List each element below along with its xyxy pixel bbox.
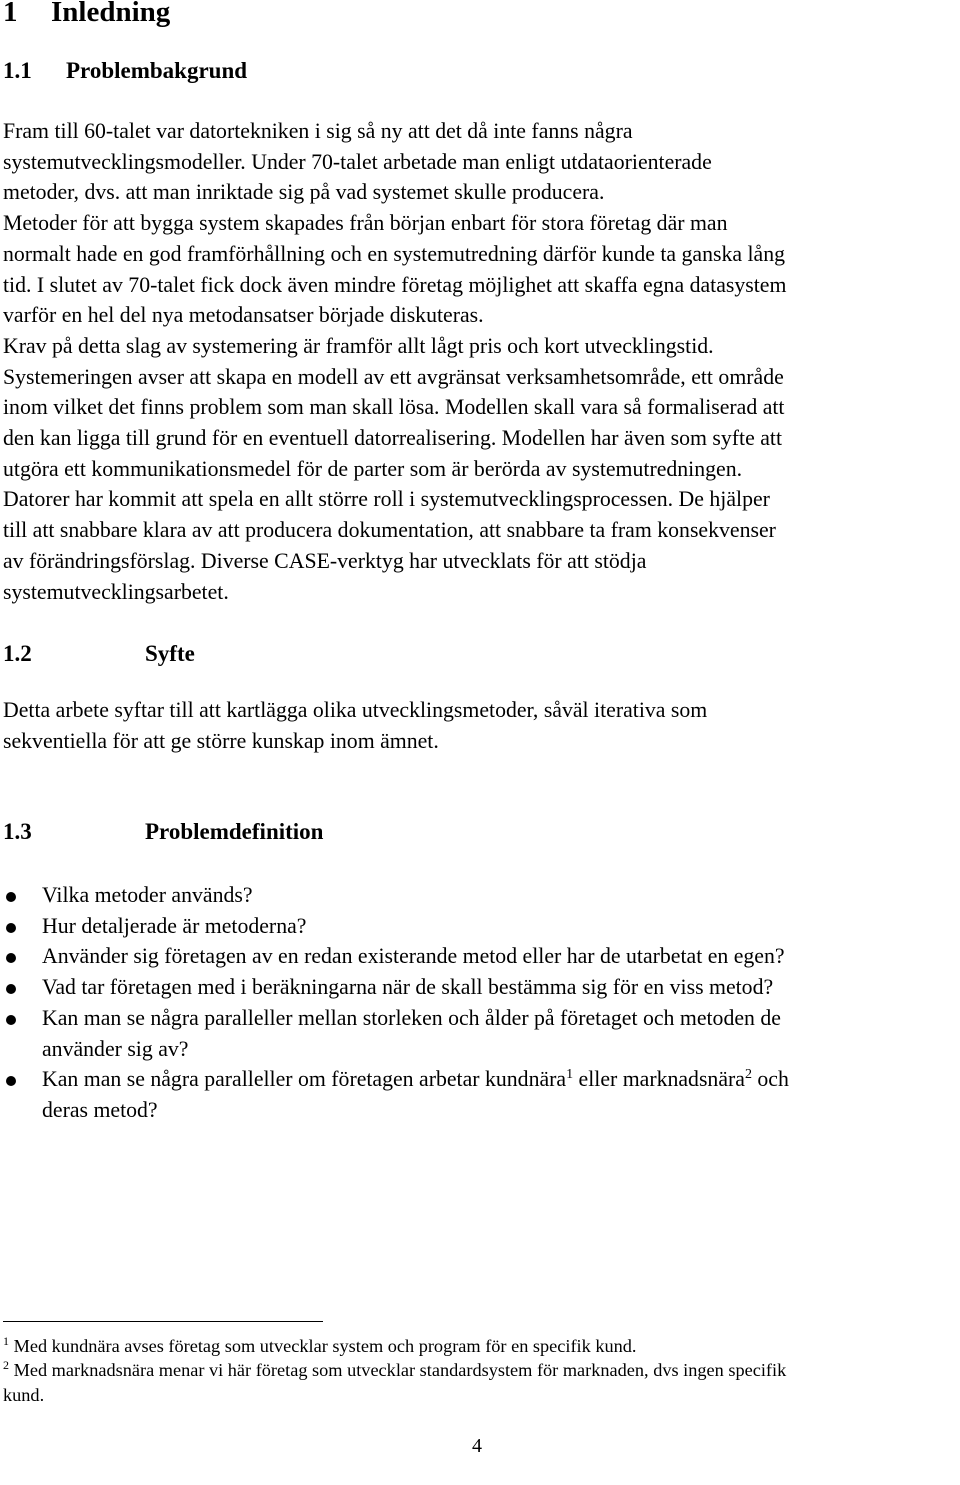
list-item-text-part: eller marknadsnära bbox=[573, 1067, 745, 1092]
text-line: utgöra ett kommunikationsmedel för de parter som är berörda av systemutredningen. bbox=[3, 456, 743, 481]
list-item-text: Använder sig företagen av en redan existerande metod eller har de utarbetat en egen? bbox=[42, 944, 785, 969]
list-item-text bbox=[42, 1064, 960, 1095]
text-line: sekventiella för att ge större kunskap inom ämnet. bbox=[3, 728, 439, 753]
text-line: tid. I slutet av 70-talet fick dock även mindre företag möjlighet att skaffa egna datasystem bbox=[3, 272, 787, 297]
list-item-text: Hur detaljerade är metoderna? bbox=[42, 913, 307, 938]
bullet-icon bbox=[6, 1076, 16, 1086]
chapter-heading bbox=[3, 0, 170, 32]
section-number: 1.3 bbox=[3, 819, 32, 844]
text-line: metoder, dvs. att man inriktade sig på vad systemet skulle producera. bbox=[3, 180, 605, 205]
list-item bbox=[0, 880, 960, 911]
list-item-text-part: Kan man se några paralleller om företagen arbetar kundnära bbox=[42, 1067, 567, 1092]
text-line: av förändringsförslag. Diverse CASE-verktyg har utvecklats för att stödja bbox=[3, 548, 647, 573]
section-title: Problembakgrund bbox=[66, 58, 248, 83]
list-item bbox=[0, 911, 960, 942]
text-line: Detta arbete syftar till att kartlägga olika utvecklingsmetoder, såväl iterativa som bbox=[3, 698, 708, 722]
footnote-separator bbox=[3, 1321, 323, 1322]
list-item-text: Vilka metoder används? bbox=[42, 883, 253, 907]
list-item bbox=[0, 941, 960, 972]
section-title: Problemdefinition bbox=[145, 819, 324, 844]
footnote-text: kund. bbox=[3, 1385, 45, 1405]
section-number: 1.1 bbox=[3, 58, 32, 83]
problem-questions-list bbox=[0, 880, 960, 1126]
footnote-line bbox=[3, 1334, 960, 1359]
footnote-text: Med kundnära avses företag som utvecklar system och program för en specifik kund. bbox=[13, 1336, 637, 1356]
bullet-icon bbox=[6, 984, 16, 994]
text-line: inom vilket det finns problem som man skall lösa. Modellen skall vara så formaliserad att bbox=[3, 395, 785, 420]
list-item-text: använder sig av? bbox=[42, 1036, 189, 1061]
bullet-icon bbox=[6, 953, 16, 963]
footnote-line bbox=[3, 1358, 960, 1383]
section-heading-problemdefinition bbox=[3, 817, 323, 847]
section-title: Syfte bbox=[145, 641, 195, 666]
list-item-text: deras metod? bbox=[42, 1097, 158, 1122]
list-item bbox=[0, 1003, 960, 1064]
bullet-icon bbox=[6, 923, 16, 933]
text-line: till att snabbare klara av att producera dokumentation, att snabbare ta fram konsekvenser bbox=[3, 518, 776, 543]
chapter-number: 1 bbox=[3, 0, 18, 28]
text-line: Krav på detta slag av systemering är framför allt lågt pris och kort utvecklingstid. bbox=[3, 333, 714, 358]
footnote-1 bbox=[3, 1334, 960, 1359]
text-line: Systemeringen avser att skapa en modell av ett avgränsat verksamhetsområde, ett område bbox=[3, 364, 784, 389]
list-item-text-part: och bbox=[751, 1067, 789, 1092]
text-line: Datorer har kommit att spela en allt större roll i systemutvecklingsprocessen. De hjälper bbox=[3, 487, 770, 512]
text-line: normalt hade en god framförhållning och en systemutredning därför kunde ta ganska lång bbox=[3, 241, 786, 266]
bullet-icon bbox=[6, 892, 16, 902]
list-item-text: Vad tar företagen med i beräkningarna när de skall bestämma sig för en viss metod? bbox=[42, 975, 774, 1000]
text-line: systemutvecklingsarbetet. bbox=[3, 579, 229, 604]
text-line: Fram till 60-talet var datortekniken i sig så ny att det då inte fanns några bbox=[3, 119, 633, 143]
paragraph-syfte bbox=[3, 695, 960, 756]
footnote-ref-2: 2 bbox=[744, 1067, 752, 1083]
footnote-marker: 2 bbox=[3, 1358, 9, 1372]
text-line: varför en hel del nya metodansatser började diskuteras. bbox=[3, 303, 484, 328]
list-item bbox=[0, 1064, 960, 1125]
footnote-ref-1: 1 bbox=[566, 1067, 574, 1083]
bullet-icon bbox=[6, 1015, 16, 1025]
section-number: 1.2 bbox=[3, 641, 32, 666]
list-item-text: Kan man se några paralleller mellan storleken och ålder på företaget och metoden de bbox=[42, 1005, 781, 1030]
list-item bbox=[0, 972, 960, 1003]
text-line: systemutvecklingsmodeller. Under 70-talet arbetade man enligt utdataorienterade bbox=[3, 149, 712, 174]
footnote-text: Med marknadsnära menar vi här företag som utvecklar standardsystem för marknaden, dvs ingen specifik bbox=[13, 1360, 787, 1380]
section-heading-syfte bbox=[3, 639, 195, 669]
page-number: 4 bbox=[472, 1435, 482, 1457]
chapter-title: Inledning bbox=[51, 0, 171, 28]
text-line: Metoder för att bygga system skapades från början enbart för stora företag där man bbox=[3, 211, 728, 236]
text-line: den kan ligga till grund för en eventuell datorrealisering. Modellen har även som syfte att bbox=[3, 426, 782, 451]
footnote-marker: 1 bbox=[3, 1334, 9, 1348]
paragraph-problembakgrund bbox=[3, 116, 960, 607]
section-heading-problembakgrund bbox=[3, 56, 247, 86]
footnote-2 bbox=[3, 1358, 960, 1408]
